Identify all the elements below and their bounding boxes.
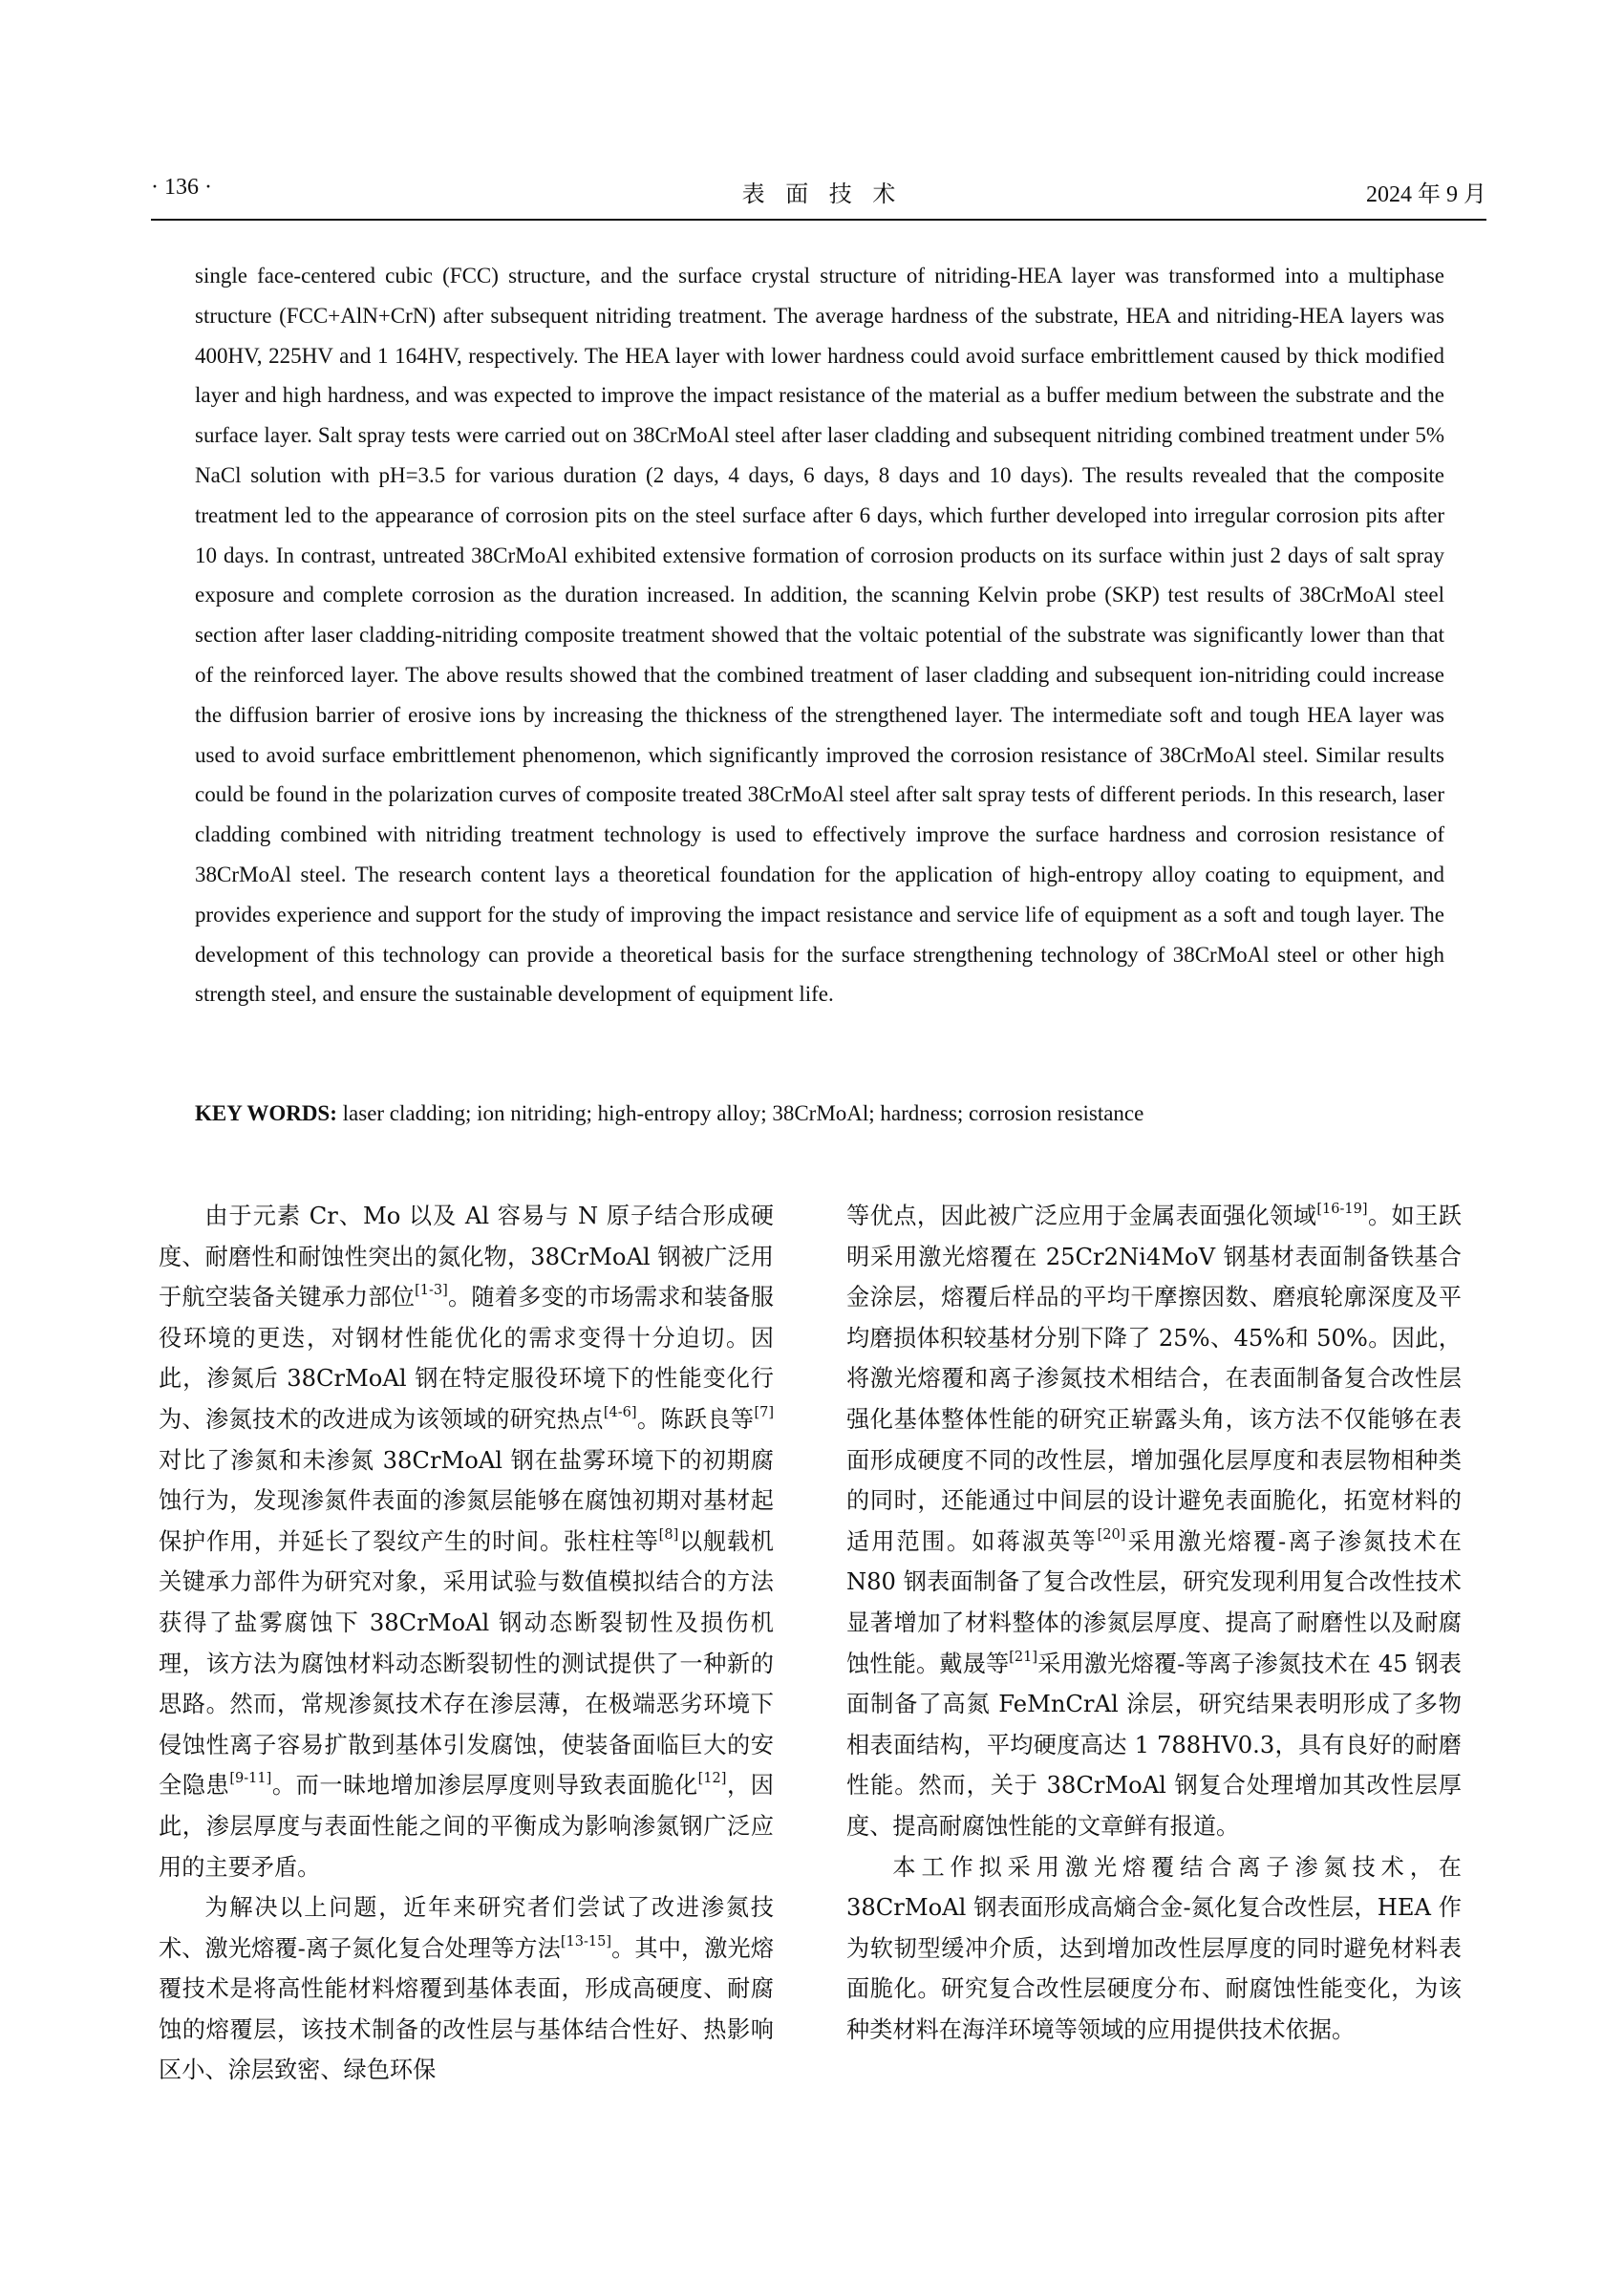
citation: [9-11] [229, 1771, 272, 1787]
paragraph: 由于元素 Cr、Mo 以及 Al 容易与 N 原子结合形成硬度、耐磨性和耐蚀性突出的氮化物，38CrMoAl 钢被广泛用于航空装备关键承力部位[1-3]。随着多变的市场需求和装备服役环境的更迭，对钢材性能优化的需求变得十分迫切。因此，渗氮后 38CrMoAl 钢在特定服役环境下的性能变化行为、渗氮技术的改进成为该领域的研究热点[4-6]。陈跃良等[7]对比了渗氮和未渗氮 38CrMoAl 钢在盐雾环境下的初期腐蚀行为，发现渗氮件表面的渗氮层能够在腐蚀初期对基材起保护作用，并延长了裂纹产生的时间。张柱柱等[8]以舰载机关键承力部件为研究对象，采用试验与数值模拟结合的方法获得了盐雾腐蚀下 38CrMoAl 钢动态断裂韧性及损伤机理，该方法为腐蚀材料动态断裂韧性的测试提供了一种新的思路。然而，常规渗氮技术存在渗层薄，在极端恶劣环境下侵蚀性离子容易扩散到基体引发腐蚀，使装备面临巨大的安全隐患[9-11]。而一昧地增加渗层厚度则导致表面脆化[12]，因此，渗层厚度与表面性能之间的平衡成为影响渗氮钢广泛应用的主要矛盾。 [159, 1203, 774, 1881]
body-column-left [159, 1196, 774, 2091]
paragraph: 本工作拟采用激光熔覆结合离子渗氮技术，在 38CrMoAl 钢表面形成高熵合金-氮化复合改性层，HEA 作为软韧型缓冲介质，达到增加改性层厚度的同时避免材料表面脆化。研究复合改性层硬度分布、耐腐蚀性能变化，为该种类材料在海洋环境等领域的应用提供技术依据。 [846, 1853, 1462, 2043]
citation: [1-3] [415, 1283, 448, 1299]
citation: [12] [697, 1771, 727, 1787]
citation: [16-19] [1316, 1202, 1368, 1218]
citation: [13-15] [560, 1933, 612, 1950]
journal-title: 表面技术 [741, 182, 916, 207]
issue-date: 2024 年 9 月 [1366, 182, 1486, 207]
citation: [21] [1009, 1649, 1038, 1665]
keywords-list: laser cladding; ion nitriding; high-entropy alloy; 38CrMoAl; hardness; corrosion resistance [342, 1101, 1144, 1125]
keywords-label: KEY WORDS: [195, 1101, 337, 1125]
citation: [4-6] [603, 1405, 637, 1421]
abstract-text: single face-centered cubic (FCC) structure, and the surface crystal structure of nitriding-HEA layer was transformed into a multiphase structure (FCC+AlN+CrN) after subsequent nitriding treatment. The average hardness of the substrate, HEA and nitriding-HEA layers was 400HV, 225HV and 1 164HV, respectively. The HEA layer with lower hardness could avoid surface embrittlement caused by thick modified layer and high hardness, and was expected to improve the impact resistance of the material as a buffer medium between the substrate and the surface layer. Salt spray tests were carried out on 38CrMoAl steel after laser cladding and subsequent nitriding combined treatment under 5% NaCl solution with pH=3.5 for various duration (2 days, 4 days, 6 days, 8 days and 10 days). The results revealed that the composite treatment led to the appearance of corrosion pits on the steel surface after 6 days, which further developed into irregular corrosion pits after 10 days. In contrast, untreated 38CrMoAl exhibited extensive formation of corrosion products on its surface within just 2 days of salt spray exposure and complete corrosion as the duration increased. In addition, the scanning Kelvin probe (SKP) test results of 38CrMoAl steel section after laser cladding-nitriding composite treatment showed that the voltaic potential of the substrate was significantly lower than that of the reinforced layer. The above results showed that the combined treatment of laser cladding and subsequent ion-nitriding could increase the diffusion barrier of erosive ions by increasing the thickness of the strengthened layer. The intermediate soft and tough HEA layer was used to avoid surface embrittlement phenomenon, which significantly improved the corrosion resistance of 38CrMoAl steel. Similar results could be found in the polarization curves of composite treated 38CrMoAl steel after salt spray tests of different periods. In this research, laser cladding combined with nitriding treatment technology is used to effectively improve the surface hardness and corrosion resistance of 38CrMoAl steel. The research content lays a theoretical foundation for the application of high-entropy alloy coating to equipment, and provides experience and support for the study of improving the impact resistance and service life of equipment as a soft and tough layer. The development of this technology can provide a theoretical basis for the surface strengthening technology of 38CrMoAl steel or other high strength steel, and ensure the sustainable development of equipment life. [195, 264, 1444, 1007]
body-column-right [846, 1196, 1462, 2050]
paragraph: 为解决以上问题，近年来研究者们尝试了改进渗氮技术、激光熔覆-离子氮化复合处理等方法[13-15]。其中，激光熔覆技术是将高性能材料熔覆到基体表面，形成高硬度、耐腐蚀的熔覆层，该技术制备的改性层与基体结合性好、热影响区小、涂层致密、绿色环保 [159, 1894, 774, 2084]
header-rule [151, 219, 1486, 221]
keywords [195, 1095, 1444, 1133]
citation: [7] [754, 1405, 774, 1421]
citation: [20] [1097, 1526, 1126, 1543]
paragraph: 等优点，因此被广泛应用于金属表面强化领域[16-19]。如王跃明采用激光熔覆在 25Cr2Ni4MoV 钢基材表面制备铁基合金涂层，熔覆后样品的平均干摩擦因数、磨痕轮廓深度及平均磨损体积较基材分别下降了 25%、45%和 50%。因此，将激光熔覆和离子渗氮技术相结合，在表面制备复合改性层强化基体整体性能的研究正崭露头角，该方法不仅能够在表面形成硬度不同的改性层，增加强化层厚度和表层物相种类的同时，还能通过中间层的设计避免表面脆化，拓宽材料的适用范围。如蒋淑英等[20]采用激光熔覆-离子渗氮技术在 N80 钢表面制备了复合改性层，研究发现利用复合改性技术显著增加了材料整体的渗氮层厚度、提高了耐磨性以及耐腐蚀性能。戴晟等[21]采用激光熔覆-等离子渗氮技术在 45 钢表面制备了高氮 FeMnCrAl 涂层，研究结果表明形成了多物相表面结构，平均硬度高达 1 788HV0.3，具有良好的耐磨性能。然而，关于 38CrMoAl 钢复合处理增加其改性层厚度、提高耐腐蚀性能的文章鲜有报道。 [846, 1202, 1462, 1840]
page-header [151, 175, 1486, 224]
page-number: · 136 · [151, 175, 212, 200]
citation: [8] [658, 1526, 679, 1543]
